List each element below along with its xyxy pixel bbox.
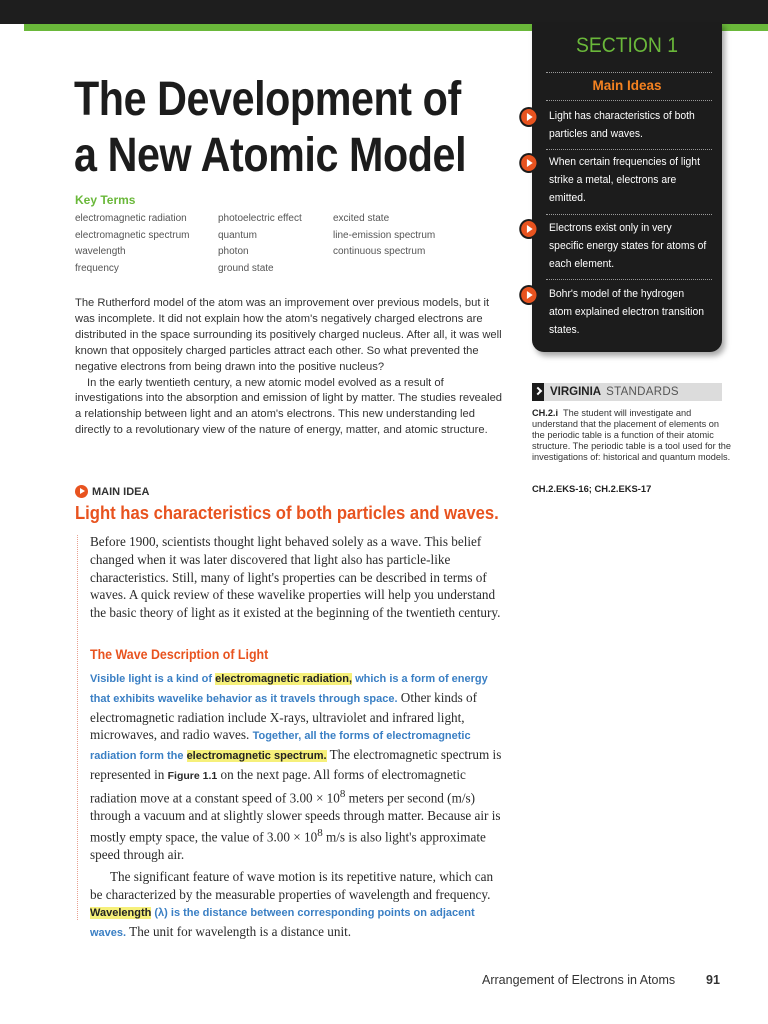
chevron-right-icon xyxy=(532,383,544,401)
standards-code: CH.2.i xyxy=(532,408,559,418)
section-sidebar xyxy=(532,22,722,352)
main-idea-label: MAIN IDEA xyxy=(75,485,149,498)
play-arrow-icon xyxy=(521,287,536,303)
dotted-divider xyxy=(546,149,712,150)
wave-paragraph-2: The significant feature of wave motion is its repetitive nature, which can be characterized by the measurable properties of wavelength and frequency. Wavelength (λ) is the distance between corresponding points on adjacent waves. The unit for wavelength is a distance unit. xyxy=(90,868,494,940)
key-term: excited state xyxy=(333,213,390,224)
key-term: line-emission spectrum xyxy=(333,229,436,241)
standards-eks: CH.2.EKS-16; CH.2.EKS-17 xyxy=(532,483,652,494)
highlighted-term: Wavelength xyxy=(90,907,152,920)
dotted-divider xyxy=(546,72,712,73)
play-arrow-icon xyxy=(75,485,88,498)
key-terms-column-2 xyxy=(218,211,302,277)
standards-text: CH.2.i The student will investigate and understand that the placement of elements on the periodic table is a function of their atomic structure. The periodic table is a tool used for the investigations of: historical and quantum models. xyxy=(532,408,732,462)
standards-bar xyxy=(532,383,722,401)
key-term: electromagnetic radiation xyxy=(75,213,187,224)
intro-text xyxy=(75,296,505,439)
dotted-divider xyxy=(546,214,712,215)
key-term: continuous spectrum xyxy=(333,246,426,258)
wave-paragraph-1: Visible light is a kind of electromagnetic radiation, which is a form of energy that exhibits wavelike behavior as it travels through space. Other kinds of electromagnetic radiation include X-rays, ultraviolet and infrared light, microwaves, and radio waves. Together, all the forms of electromagnetic radiation form the electromagnetic spectrum. The electromagnetic spectrum is represented in Figure 1.1 on the next page. All forms of electromagnetic radiation move at a constant speed of $3.00 \times 10^8$ meters per second (m/s) through a vacuum and at slightly slower speeds through matter. Because air is mostly empty space, the value of $3.00 \times 10^8$ m/s is also light's approximate speed through air. xyxy=(90,673,502,862)
intro-paragraph-2: In the early twentieth century, a new atomic model evolved as a result of investigations into the absorption and emission of light by matter. The studies revealed a relationship between light and an atom's electrons. This new understanding led directly to a revolutionary view of the nature of energy, matter, and atomic structure. xyxy=(75,376,503,437)
page-number: 91 xyxy=(706,973,720,987)
key-terms-column-3 xyxy=(333,211,435,261)
main-idea-item: Electrons exist only in very specific energy states for atoms of each element. xyxy=(549,219,707,273)
play-arrow-icon xyxy=(521,109,536,125)
main-idea-heading: Light has characteristics of both particles and waves. xyxy=(75,502,499,523)
main-idea-item: Bohr's model of the hydrogen atom explained electron transition states. xyxy=(549,285,707,339)
key-term: wavelength xyxy=(75,246,126,258)
main-idea-paragraph: Before 1900, scientists thought light behaved solely as a wave. This belief changed when it was later discovered that light also has particle-like characteristics. Still, many of light's properties can be described in terms of waves. A quick review of these wavelike properties will help you understand the basic theory of light as it existed at the beginning of the twentieth century. xyxy=(90,534,501,621)
figure-reference: Figure 1.1 xyxy=(167,769,218,782)
page-title: The Development of a New Atomic Model xyxy=(74,73,467,182)
standards-label: STANDARDS xyxy=(606,386,679,398)
dotted-margin-rule xyxy=(77,535,78,920)
highlighted-term: electromagnetic radiation, xyxy=(215,673,353,685)
dotted-divider xyxy=(546,279,712,280)
main-ideas-title: Main Ideas xyxy=(592,78,662,93)
key-term: photoelectric effect xyxy=(218,213,302,224)
key-term: frequency xyxy=(75,262,119,274)
wave-description-body xyxy=(90,669,508,943)
key-term: quantum xyxy=(218,229,257,241)
intro-paragraph-1: The Rutherford model of the atom was an improvement over previous models, but it was incomplete. It did not explain how the atom's negatively charged electrons are distributed in the space surrounding its positively charged nucleus. After all, it was well known that oppositely charged particles attract each other. So what prevented the negative electrons from being drawn into the positive nucleus? xyxy=(75,297,502,373)
top-bar xyxy=(0,0,768,24)
main-idea-body xyxy=(90,533,508,622)
footer-chapter-title: Arrangement of Electrons in Atoms xyxy=(482,973,676,987)
dotted-divider xyxy=(546,100,712,101)
key-term: electromagnetic spectrum xyxy=(75,229,190,241)
highlighted-term: electromagnetic spectrum. xyxy=(186,750,327,763)
key-terms-column-1 xyxy=(75,211,190,277)
play-arrow-icon xyxy=(521,221,536,237)
standards-state: VIRGINIA xyxy=(550,386,602,398)
key-term: ground state xyxy=(218,262,274,274)
key-terms-heading: Key Terms xyxy=(75,193,136,207)
main-idea-item: Light has characteristics of both particles and waves. xyxy=(549,107,707,143)
key-term: photon xyxy=(218,246,249,258)
main-idea-item: When certain frequencies of light strike a metal, electrons are emitted. xyxy=(549,153,707,207)
play-arrow-icon xyxy=(521,155,536,171)
section-title: SECTION 1 xyxy=(575,34,678,57)
wave-description-heading: The Wave Description of Light xyxy=(90,647,269,662)
